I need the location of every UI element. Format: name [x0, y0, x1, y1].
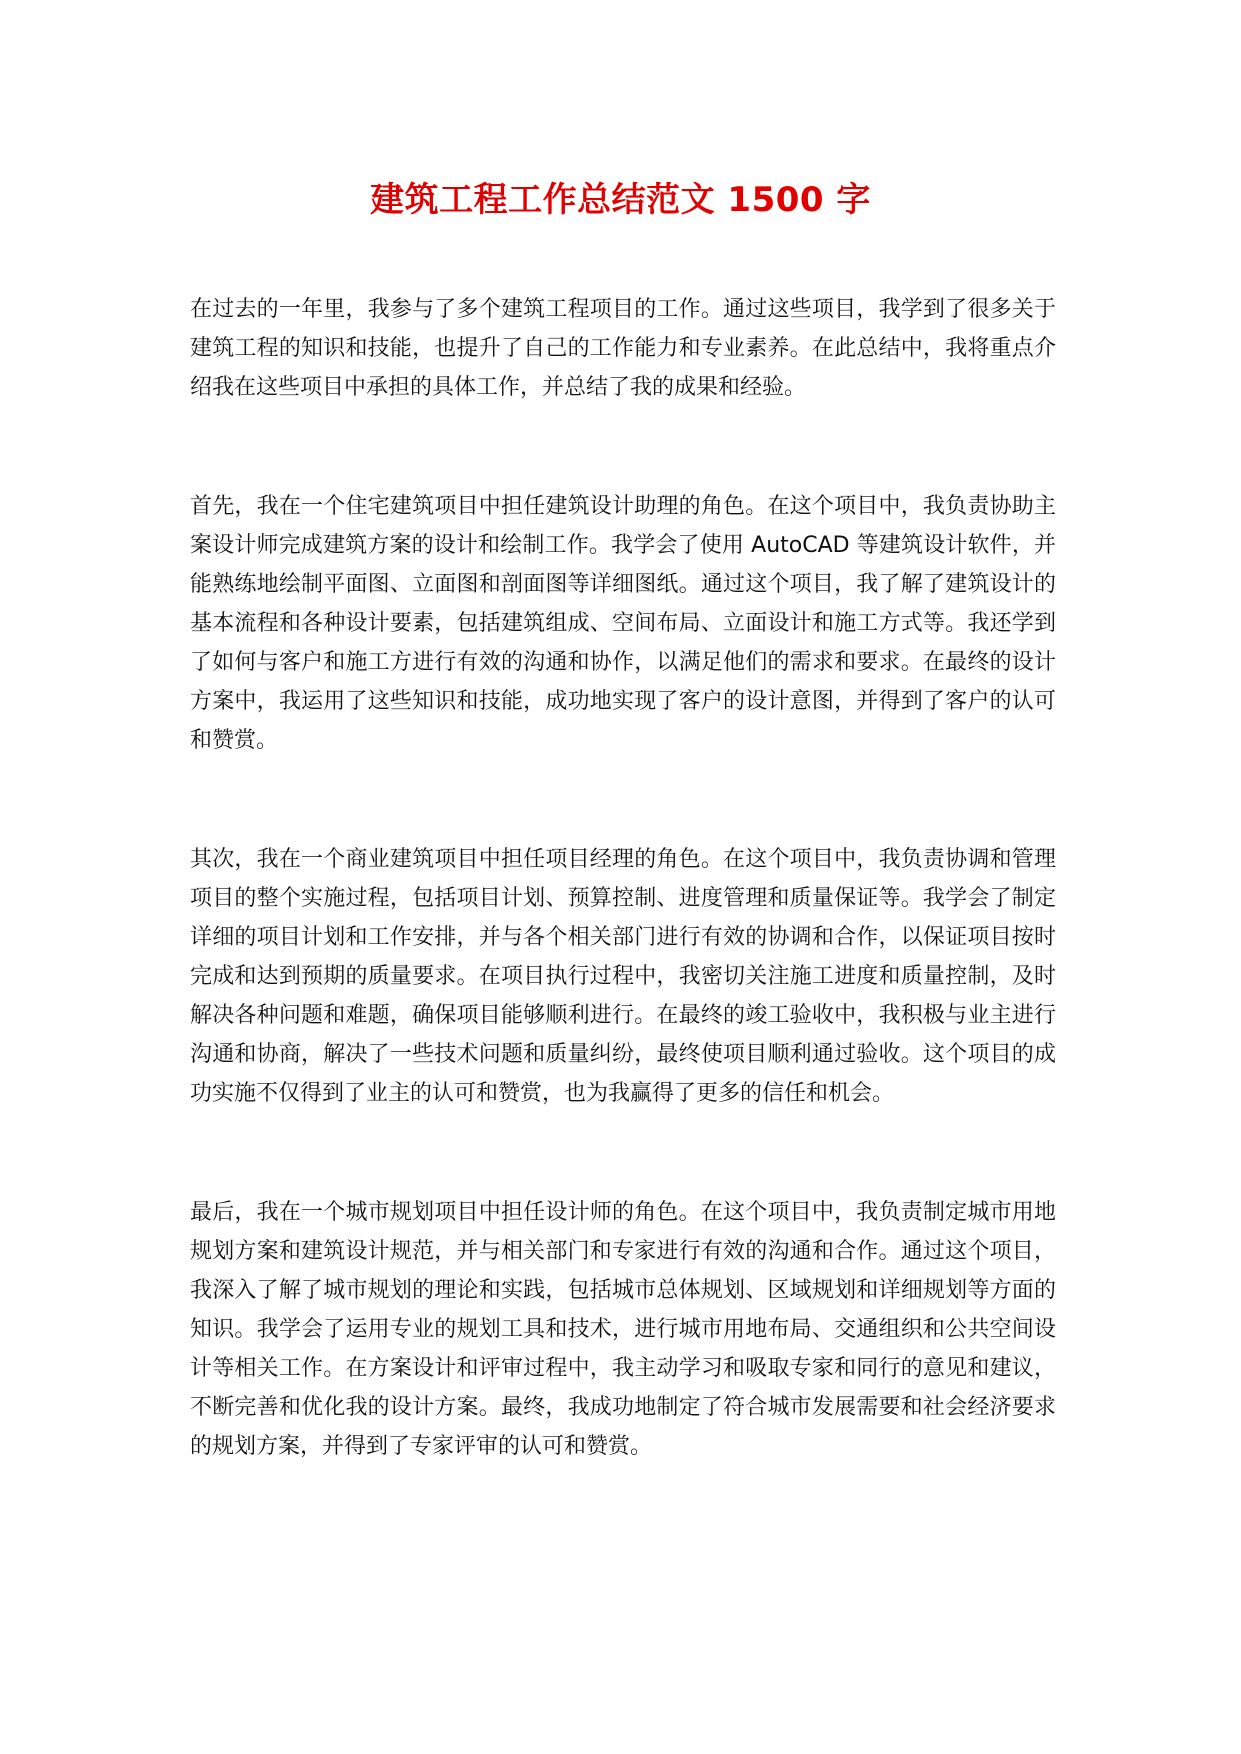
paragraph-4: 最后，我在一个城市规划项目中担任设计师的角色。在这个项目中，我负责制定城市用地规划方案和建筑设计规范，并与相关部门和专家进行有效的沟通和合作。通过这个项目，我深入了解了城市规划的理论和实践，包括城市总体规划、区域规划和详细规划等方面的知识。我学会了运用专业的规划工具和技术，进行城市用地布局、交通组织和公共空间设计等相关工作。在方案设计和评审过程中，我主动学习和吸取专家和同行的意见和建议，不断完善和优化我的设计方案。最终，我成功地制定了符合城市发展需要和社会经济要求的规划方案，并得到了专家评审的认可和赞赏。	[190, 1200, 1056, 1459]
paragraph-1: 在过去的一年里，我参与了多个建筑工程项目的工作。通过这些项目，我学到了很多关于建筑工程的知识和技能，也提升了自己的工作能力和专业素养。在此总结中，我将重点介绍我在这些项目中承担的具体工作，并总结了我的成果和经验。	[190, 297, 1056, 400]
paragraph-2: 首先，我在一个住宅建筑项目中担任建筑设计助理的角色。在这个项目中，我负责协助主案设计师完成建筑方案的设计和绘制工作。我学会了使用 AutoCAD 等建筑设计软件，并能熟练地绘制平面图、立面图和剖面图等详细图纸。通过这个项目，我了解了建筑设计的基本流程和各种设计要素，包括建筑组成、空间布局、立面设计和施工方式等。我还学到了如何与客户和施工方进行有效的沟通和协作，以满足他们的需求和要求。在最终的设计方案中，我运用了这些知识和技能，成功地实现了客户的设计意图，并得到了客户的认可和赞赏。	[190, 494, 1056, 753]
document-title: 建筑工程工作总结范文 1500 字	[370, 180, 871, 220]
document-body	[190, 290, 1056, 1546]
paragraph-3: 其次，我在一个商业建筑项目中担任项目经理的角色。在这个项目中，我负责协调和管理项目的整个实施过程，包括项目计划、预算控制、进度管理和质量保证等。我学会了制定详细的项目计划和工作安排，并与各个相关部门进行有效的协调和合作，以保证项目按时完成和达到预期的质量要求。在项目执行过程中，我密切关注施工进度和质量控制，及时解决各种问题和难题，确保项目能够顺利进行。在最终的竣工验收中，我积极与业主进行沟通和协商，解决了一些技术问题和质量纠纷，最终使项目顺利通过验收。这个项目的成功实施不仅得到了业主的认可和赞赏，也为我赢得了更多的信任和机会。	[190, 847, 1056, 1106]
